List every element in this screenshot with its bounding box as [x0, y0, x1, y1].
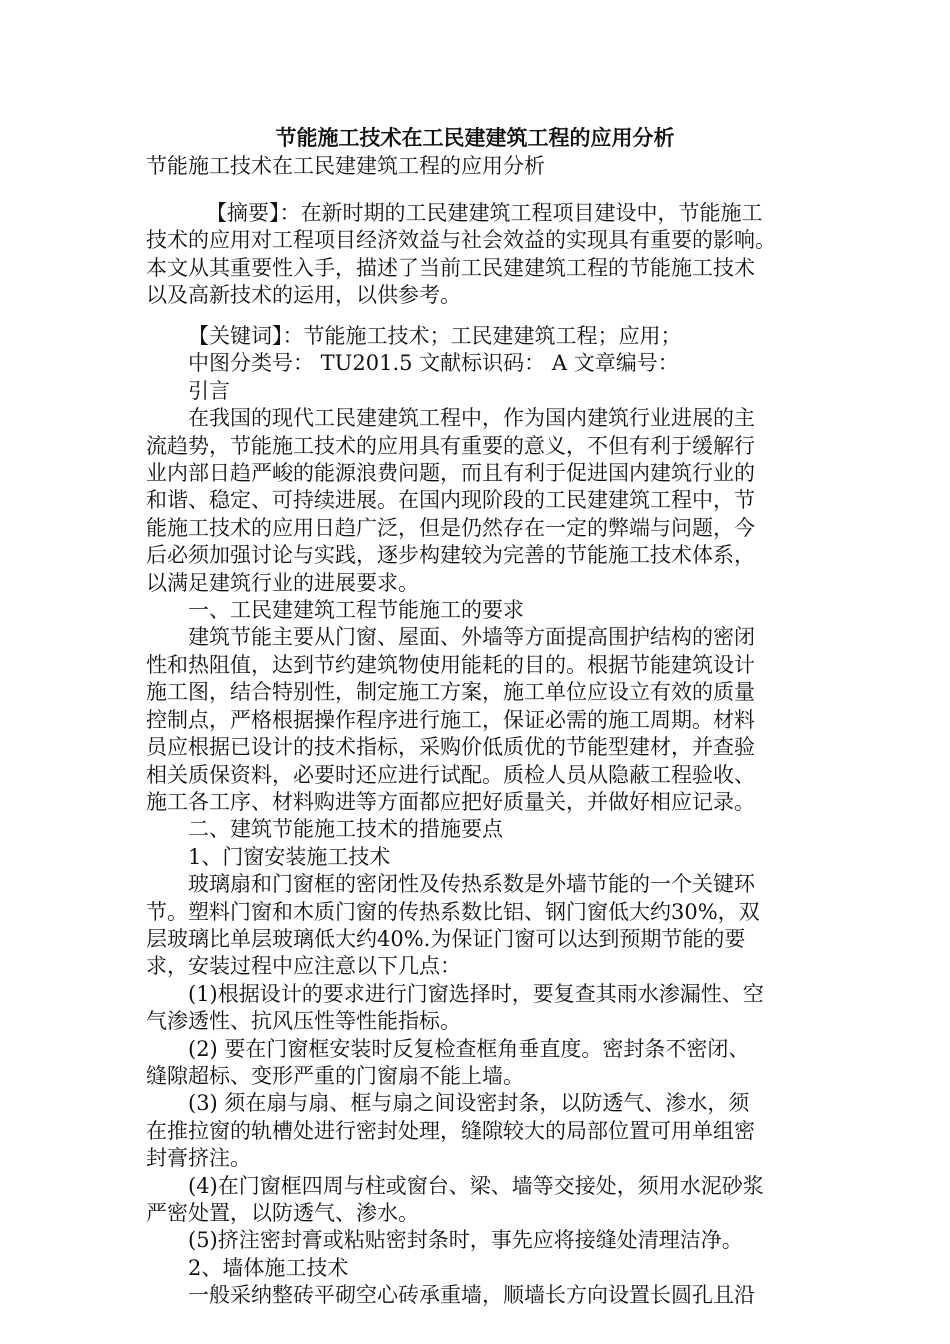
- body-line: 员应根据已设计的技术指标，采购价低质优的节能型建材，并查验: [146, 735, 755, 760]
- body-line: 一般采纳整砖平砌空心砖承重墙，顺墙长方向设置长圆孔且沿: [188, 1283, 755, 1308]
- keywords: 【关键词】：节能施工技术；工民建建筑工程；应用；: [188, 324, 682, 348]
- abstract-line: 技术的应用对工程项目经济效益与社会效益的实现具有重要的影响。: [146, 228, 776, 253]
- body-line: 节。塑料门窗和木质门窗的传热系数比铝、钢门窗低大约30%，双: [146, 899, 760, 924]
- body-line: 以满足建筑行业的进展要求。: [146, 570, 419, 595]
- subsection-heading: 2、墙体施工技术: [188, 1255, 349, 1280]
- body-line: 玻璃扇和门窗框的密闭性及传热系数是外墙节能的一个关键环: [188, 872, 755, 897]
- list-item-line: 气渗透性、抗风压性等性能指标。: [146, 1009, 461, 1034]
- document-title: 节能施工技术在工民建建筑工程的应用分析: [275, 125, 675, 150]
- list-item-line: (4)在门窗框四周与柱或窗台、梁、墙等交接处，须用水泥砂浆: [188, 1173, 764, 1198]
- body-line: 建筑节能主要从门窗、屋面、外墙等方面提高围护结构的密闭: [188, 625, 755, 650]
- body-line: 业内部日趋严峻的能源浪费问题，而且有利于促进国内建筑行业的: [146, 461, 755, 486]
- abstract-line: 以及高新技术的运用，以供参考。: [146, 283, 461, 308]
- article-body: [146, 323, 806, 1310]
- list-item-line: (1)根据设计的要求进行门窗选择时，要复查其雨水渗漏性、空: [188, 981, 764, 1006]
- body-line: 能施工技术的应用日趋广泛，但是仍然存在一定的弊端与问题，今: [146, 515, 755, 540]
- classification: 中图分类号： TU201.5 文献标识码： A 文章编号：: [188, 351, 679, 376]
- list-item-line: 严密处置，以防透气、渗水。: [146, 1201, 419, 1225]
- section-heading: 二、建筑节能施工技术的措施要点: [188, 817, 503, 842]
- abstract-line: 本文从其重要性入手，描述了当前工民建建筑工程的节能施工技术: [146, 255, 755, 280]
- list-item-line: (2) 要在门窗框安装时反复检查框角垂直度。密封条不密闭、: [188, 1036, 750, 1061]
- list-item-line: (3) 须在扇与扇、框与扇之间设密封条，以防透气、渗水，须: [188, 1091, 750, 1116]
- document-subtitle: 节能施工技术在工民建建筑工程的应用分析: [146, 154, 545, 178]
- list-item-line: (5)挤注密封膏或粘贴密封条时，事先应将接缝处清理洁净。: [188, 1228, 743, 1253]
- body-line: 相关质保资料，必要时还应进行试配。质检人员从隐蔽工程验收、: [146, 762, 755, 787]
- body-line: 施工各工序、材料购进等方面都应把好质量关，并做好相应记录。: [146, 789, 755, 814]
- body-line: 施工图，结合特别性，制定施工方案，施工单位应设立有效的质量: [146, 680, 755, 705]
- list-item-line: 在推拉窗的轨槽处进行密封处理，缝隙较大的局部位置可用单组密: [146, 1118, 755, 1143]
- body-line: 层玻璃比单层玻璃低大约40%.为保证门窗可以达到预期节能的要: [146, 926, 746, 951]
- body-line: 性和热阻值，达到节约建筑物使用能耗的目的。根据节能建筑设计: [146, 652, 755, 677]
- body-line: 和谐、稳定、可持续进展。在国内现阶段的工民建建筑工程中，节: [146, 488, 755, 513]
- body-line: 在我国的现代工民建建筑工程中，作为国内建筑行业进展的主: [188, 406, 755, 431]
- body-line: 后必须加强讨论与实践，逐步构建较为完善的节能施工技术体系，: [146, 543, 755, 568]
- list-item-line: 缝隙超标、变形严重的门窗扇不能上墙。: [146, 1063, 524, 1088]
- body-line: 求，安装过程中应注意以下几点：: [146, 954, 461, 979]
- intro-heading: 引言: [188, 378, 230, 403]
- abstract-line: 【摘要】：在新时期的工民建建筑工程项目建设中，节能施工: [206, 201, 763, 225]
- abstract: [146, 200, 806, 310]
- subsection-heading: 1、门窗安装施工技术: [188, 844, 391, 869]
- body-line: 流趋势，节能施工技术的应用具有重要的意义，不但有利于缓解行: [146, 433, 755, 458]
- list-item-line: 封膏挤注。: [146, 1146, 251, 1171]
- section-heading: 一、工民建建筑工程节能施工的要求: [188, 598, 524, 623]
- body-line: 控制点，严格根据操作程序进行施工，保证必需的施工周期。材料: [146, 707, 755, 732]
